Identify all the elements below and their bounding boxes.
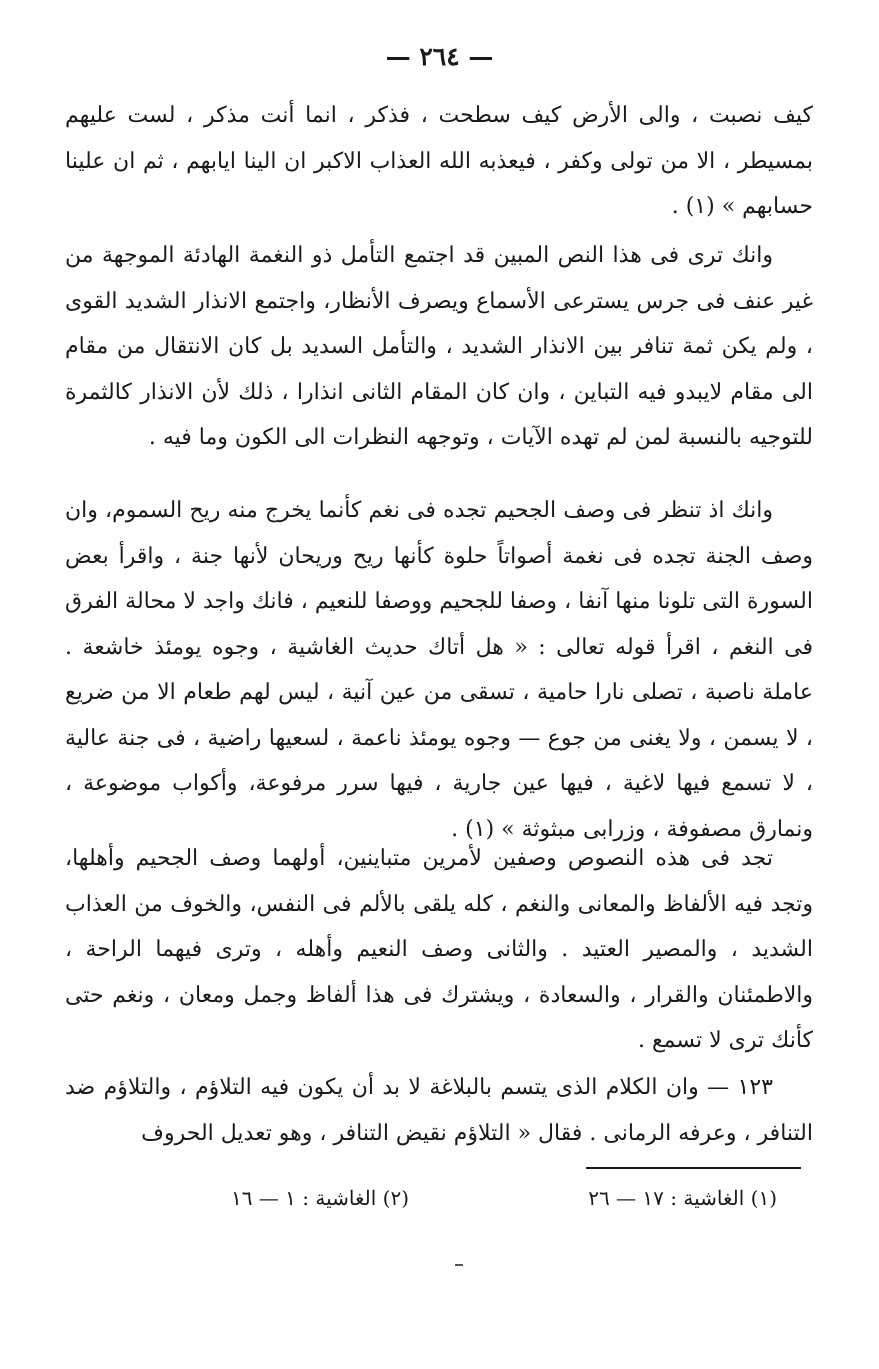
footnote-1: (١) الغاشية : ١٧ — ٢٦ [588,1186,777,1210]
paragraph-1 [65,93,813,230]
paragraph-4 [65,836,813,1064]
paragraph-text: كيف نصبت ، والى الأرض كيف سطحت ، فذكر ، انما أنت مذكر ، لست عليهم بمسيطر ، الا من تولى وكفر ، فيعذبه الله العذاب الاكبر ان الينا ايابهم ، ثم ان علينا حسابهم » (١) . [65,103,813,219]
paragraph-text: ١٢٣ — وان الكلام الذى يتسم بالبلاغة لا بد أن يكون فيه التلاؤم ، والتلاؤم ضد التنافر ، وعرفه الرمانى . فقال « التلاؤم نقيض التنافر ، وهو تعديل الحروف [65,1075,813,1146]
page-number: — ٢٦٤ — [385,42,494,71]
paragraph-5 [65,1065,813,1156]
paragraph-2 [65,233,813,461]
scan-artifact [455,1264,463,1266]
paragraph-text: وانك ترى فى هذا النص المبين قد اجتمع التأمل ذو النغمة الهادئة الموجهة من غير عنف فى جرس يسترعى الأسماع ويصرف الأنظار، واجتمع الانذار الشديد القوى ، ولم يكن ثمة تنافر بين الانذار الشديد ، والتأمل السديد بل كان الانتقال من مقام الى مقام لايبدو فيه التباين ، وان كان المقام الثانى انذارا ، ذلك لأن الانذار كالثمرة للتوجيه بالنسبة لمن لم تهده الآيات ، وتوجهه النظرات الى الكون وما فيه . [65,243,813,450]
paragraph-text: تجد فى هذه النصوص وصفين لأمرين متباينين، أولهما وصف الجحيم وأهلها، وتجد فيه الألفاظ والمعانى والنغم ، كله يلقى بالألم فى النفس، والخوف من العذاب الشديد ، والمصير العتيد . والثانى وصف النعيم وأهله ، وترى فيهما الراحة ، والاطمئنان والقرار ، والسعادة ، ويشترك فى هذا ألفاظ وجمل ومعان ، ونغم حتى كأنك ترى لا تسمع . [65,846,813,1053]
footnote-separator [586,1167,801,1169]
paragraph-text: وانك اذ تنظر فى وصف الجحيم تجده فى نغم كأنما يخرج منه ريح السموم، وان وصف الجنة تجده فى نغمة أصواتاً حلوة كأنها ريح وريحان لأنها جنة ، واقرأ بعض السورة التى تلونا منها آنفا ، وصفا للجحيم ووصفا للنعيم ، فانك واجد لا محالة الفرق فى النغم ، اقرأ قوله تعالى : « هل أتاك حديث الغاشية ، وجوه يومئذ خاشعة . عاملة ناصبة ، تصلى نارا حامية ، تسقى من عين آنية ، ليس لهم طعام الا من ضريع ، لا يسمن ، ولا يغنى من جوع — وجوه يومئذ ناعمة ، لسعيها راضية ، فى جنة عالية ، لا تسمع فيها لاغية ، فيها عين جارية ، فيها سرر مرفوعة، وأكواب موضوعة ، ونمارق مصفوفة ، وزرابى مبثوثة » (١) . [65,498,813,842]
footnote-2: (٢) الغاشية : ١ — ١٦ [230,1186,409,1210]
paragraph-3 [65,488,813,852]
